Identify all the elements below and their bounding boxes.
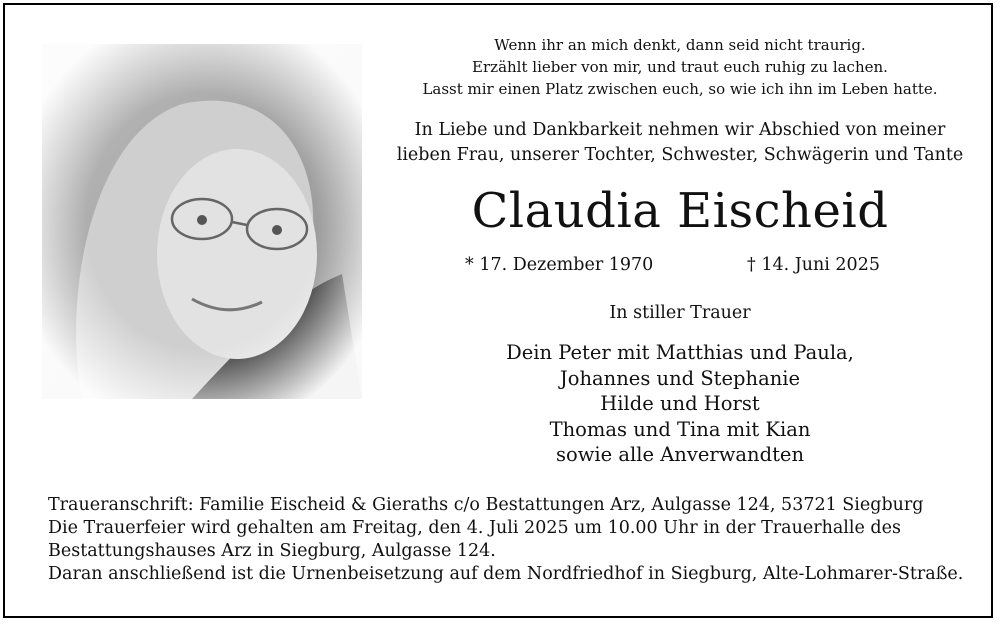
family-line: sowie alle Anverwandten	[555, 443, 805, 466]
birth-date: * 17. Dezember 1970	[465, 255, 654, 275]
poem-line: Lasst mir einen Platz zwischen euch, so wie ich ihn im Leben hatte.	[422, 80, 938, 98]
footer-line: Traueranschrift: Familie Eischeid & Gieraths c/o Bestattungen Arz, Aulgasse 124, 53721 Siegburg	[48, 495, 924, 515]
intro-line: In Liebe und Dankbarkeit nehmen wir Abschied von meiner	[414, 120, 946, 140]
death-date: † 14. Juni 2025	[747, 255, 880, 275]
poem	[380, 34, 980, 100]
poem-line: Erzählt lieber von mir, und traut euch ruhig zu lachen.	[472, 58, 888, 76]
intro-text	[380, 118, 980, 168]
footer-line: Bestattungshauses Arz in Siegburg, Aulgasse 124.	[48, 541, 496, 561]
poem-line: Wenn ihr an mich denkt, dann seid nicht traurig.	[494, 36, 866, 54]
footer-line: Die Trauerfeier wird gehalten am Freitag, den 4. Juli 2025 um 10.00 Uhr in der Trauerhalle des	[48, 518, 901, 538]
family-line: Hilde und Horst	[600, 392, 760, 415]
portrait-photo	[42, 44, 362, 399]
family-list	[380, 340, 980, 468]
family-line: Thomas und Tina mit Kian	[549, 417, 811, 441]
mourning-heading: In stiller Trauer	[609, 303, 751, 323]
portrait-image	[42, 44, 362, 399]
footer-line: Daran anschließend ist die Urnenbeisetzung auf dem Nordfriedhof in Siegburg, Alte-Lohmarer-Straße.	[48, 564, 964, 584]
family-line: Johannes und Stephanie	[559, 366, 801, 390]
family-line: Dein Peter mit Matthias und Paula,	[506, 341, 854, 364]
deceased-name: Claudia Eischeid	[471, 183, 889, 239]
funeral-details	[48, 494, 978, 586]
intro-line: lieben Frau, unserer Tochter, Schwester, Schwägerin und Tante	[396, 145, 964, 165]
